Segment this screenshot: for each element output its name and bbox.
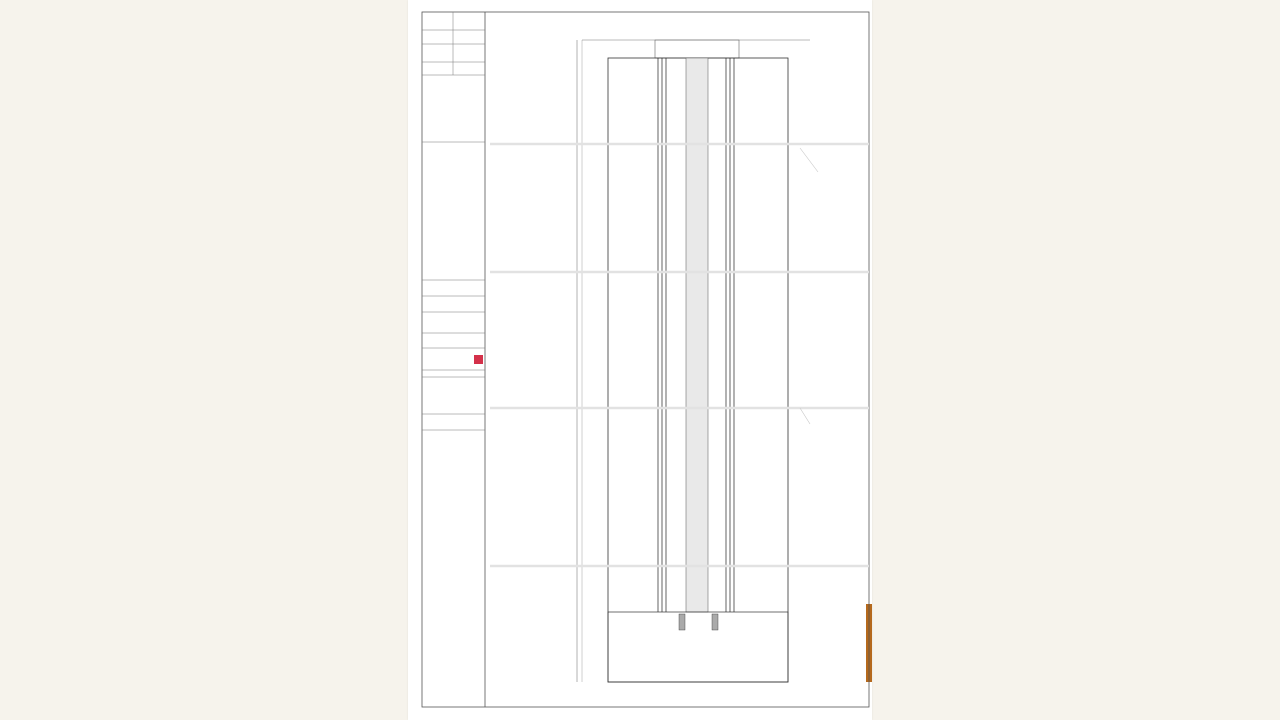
design-forum-logo	[474, 355, 483, 364]
sheet-edge-tab	[866, 604, 872, 682]
